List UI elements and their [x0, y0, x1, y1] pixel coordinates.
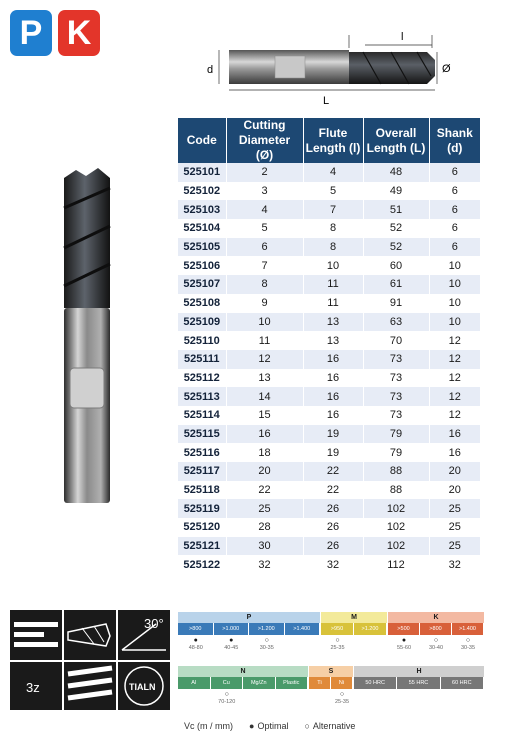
- material-group-p: P: [178, 612, 320, 623]
- material-sub-label: >800: [420, 623, 451, 635]
- legend-vc: Vc (m / mm): [184, 721, 233, 731]
- table-row: [178, 555, 480, 574]
- cell-overall-length: 79: [363, 443, 429, 462]
- cell-code: 525114: [178, 406, 226, 425]
- material-group-k: K: [388, 612, 484, 623]
- material-group-s: S: [309, 666, 353, 677]
- cell-shank: 32: [429, 555, 480, 574]
- cell-shank: 16: [429, 425, 480, 444]
- material-sub-label: >1.000: [214, 623, 249, 635]
- cell-shank: 25: [429, 499, 480, 518]
- cell-shank: 10: [429, 313, 480, 332]
- suitability-dot: ○: [339, 691, 345, 698]
- cell-overall-length: 79: [363, 425, 429, 444]
- material-sub-label: >800: [178, 623, 213, 635]
- table-header-row: [178, 118, 480, 163]
- cell-code: 525109: [178, 313, 226, 332]
- cell-code: 525104: [178, 219, 226, 238]
- overall-length-label: L: [323, 95, 330, 107]
- cell-shank: 16: [429, 443, 480, 462]
- vc-range: 70-120: [218, 699, 236, 705]
- cell-diameter: 20: [226, 462, 303, 481]
- brand-logo: [10, 10, 100, 56]
- cell-flute-length: 32: [303, 555, 363, 574]
- cell-flute-length: 8: [303, 219, 363, 238]
- cell-diameter: 4: [226, 200, 303, 219]
- flute-length-label: l: [401, 31, 404, 43]
- cell-diameter: 25: [226, 499, 303, 518]
- cell-shank: 6: [429, 200, 480, 219]
- table-row: [178, 369, 480, 388]
- table-row: [178, 350, 480, 369]
- legend-alternative: ○ Alternative: [304, 721, 356, 731]
- material-sub-label: >950: [321, 623, 353, 635]
- vc-range: 55-60: [396, 645, 412, 651]
- cell-flute-length: 13: [303, 313, 363, 332]
- cell-diameter: 12: [226, 350, 303, 369]
- cell-overall-length: 61: [363, 275, 429, 294]
- cell-overall-length: 52: [363, 238, 429, 257]
- cutting-diameter-label: Ø: [442, 63, 451, 75]
- vc-range: 30-40: [428, 645, 444, 651]
- cell-code: 525112: [178, 369, 226, 388]
- suitability-dot: ○: [433, 637, 439, 644]
- feature-icons: [10, 610, 170, 710]
- cell-code: 525119: [178, 499, 226, 518]
- cell-shank: 6: [429, 163, 480, 182]
- table-row: [178, 256, 480, 275]
- cell-code: 525120: [178, 518, 226, 537]
- cell-overall-length: 73: [363, 369, 429, 388]
- cell-flute-length: 22: [303, 481, 363, 500]
- coating-text: TIALN: [129, 682, 156, 692]
- table-row: [178, 182, 480, 201]
- material-sub-label: 55 HRC: [397, 677, 439, 689]
- cell-diameter: 22: [226, 481, 303, 500]
- flutes-text: 3z: [26, 680, 40, 695]
- cell-diameter: 7: [226, 256, 303, 275]
- vc-range: 25-35: [334, 699, 350, 705]
- end-mill-image: [58, 168, 116, 503]
- cell-shank: 12: [429, 406, 480, 425]
- cell-diameter: 11: [226, 331, 303, 350]
- cell-diameter: 15: [226, 406, 303, 425]
- cell-shank: 12: [429, 369, 480, 388]
- shank-diameter-label: d: [207, 64, 214, 76]
- suitability-dot: ●: [193, 637, 198, 644]
- table-row: [178, 219, 480, 238]
- legend-optimal: ● Optimal: [249, 721, 289, 731]
- cell-flute-length: 16: [303, 406, 363, 425]
- cell-flute-length: 4: [303, 163, 363, 182]
- cell-overall-length: 88: [363, 481, 429, 500]
- table-row: [178, 200, 480, 219]
- cell-flute-length: 26: [303, 518, 363, 537]
- material-group-m: M: [321, 612, 387, 623]
- cell-flute-length: 10: [303, 256, 363, 275]
- table-row: [178, 275, 480, 294]
- cell-flute-length: 16: [303, 369, 363, 388]
- cell-shank: 6: [429, 219, 480, 238]
- cell-flute-length: 8: [303, 238, 363, 257]
- cell-flute-length: 19: [303, 425, 363, 444]
- cell-code: 525113: [178, 387, 226, 406]
- cell-overall-length: 73: [363, 350, 429, 369]
- cell-diameter: 6: [226, 238, 303, 257]
- material-sub-label: Al: [178, 677, 210, 689]
- cell-diameter: 28: [226, 518, 303, 537]
- vc-range: 30-35: [259, 645, 274, 651]
- cell-flute-length: 19: [303, 443, 363, 462]
- cell-overall-length: 48: [363, 163, 429, 182]
- suitability-dot: ●: [401, 637, 407, 644]
- cell-diameter: 5: [226, 219, 303, 238]
- table-row: [178, 425, 480, 444]
- cell-shank: 6: [429, 182, 480, 201]
- vc-range: 40-45: [224, 645, 239, 651]
- table-row: [178, 462, 480, 481]
- cell-diameter: 8: [226, 275, 303, 294]
- cell-diameter: 30: [226, 537, 303, 556]
- suitability-dot: ○: [335, 637, 340, 644]
- cell-flute-length: 22: [303, 462, 363, 481]
- cell-code: 525110: [178, 331, 226, 350]
- cell-shank: 25: [429, 537, 480, 556]
- cell-diameter: 16: [226, 425, 303, 444]
- cell-overall-length: 60: [363, 256, 429, 275]
- header-flute-length: Flute Length (l): [303, 118, 363, 163]
- suitability-dot: ○: [224, 691, 229, 698]
- header-shank: Shank (d): [429, 118, 480, 163]
- vc-range: 25-35: [330, 645, 345, 651]
- cell-code: 525103: [178, 200, 226, 219]
- cell-shank: 20: [429, 481, 480, 500]
- cell-shank: 10: [429, 275, 480, 294]
- table-row: [178, 313, 480, 332]
- cell-shank: 20: [429, 462, 480, 481]
- cell-shank: 10: [429, 294, 480, 313]
- cell-overall-length: 91: [363, 294, 429, 313]
- material-sub-label: >500: [388, 623, 419, 635]
- cell-diameter: 32: [226, 555, 303, 574]
- cell-diameter: 3: [226, 182, 303, 201]
- material-sub-label: >1.200: [249, 623, 284, 635]
- vc-range: 30-35: [460, 645, 476, 651]
- cell-code: 525101: [178, 163, 226, 182]
- cell-diameter: 13: [226, 369, 303, 388]
- cell-overall-length: 102: [363, 499, 429, 518]
- vc-range: 48-80: [188, 645, 203, 651]
- material-sub-label: Cu: [211, 677, 243, 689]
- cell-overall-length: 63: [363, 313, 429, 332]
- material-group-h: H: [354, 666, 484, 677]
- table-row: [178, 518, 480, 537]
- material-sub-label: >1.400: [452, 623, 483, 635]
- table-row: [178, 238, 480, 257]
- cell-code: 525108: [178, 294, 226, 313]
- spec-table: [178, 118, 480, 574]
- cell-code: 525102: [178, 182, 226, 201]
- cell-overall-length: 52: [363, 219, 429, 238]
- table-row: [178, 481, 480, 500]
- cell-overall-length: 70: [363, 331, 429, 350]
- cell-diameter: 18: [226, 443, 303, 462]
- cell-shank: 12: [429, 331, 480, 350]
- table-row: [178, 387, 480, 406]
- legend: [184, 721, 355, 731]
- material-sub-label: >1.200: [354, 623, 386, 635]
- header-overall-length: Overall Length (L): [363, 118, 429, 163]
- cell-code: 525106: [178, 256, 226, 275]
- cell-overall-length: 102: [363, 537, 429, 556]
- material-group-n: N: [178, 666, 308, 677]
- material-sub-label: Ni: [331, 677, 352, 689]
- suitability-dot: ○: [465, 637, 471, 644]
- table-row: [178, 163, 480, 182]
- cell-overall-length: 73: [363, 387, 429, 406]
- cell-shank: 12: [429, 350, 480, 369]
- table-row: [178, 499, 480, 518]
- table-row: [178, 294, 480, 313]
- cell-flute-length: 7: [303, 200, 363, 219]
- material-sub-label: Plastic: [276, 677, 308, 689]
- cell-overall-length: 73: [363, 406, 429, 425]
- cell-code: 525118: [178, 481, 226, 500]
- cell-diameter: 2: [226, 163, 303, 182]
- cell-shank: 25: [429, 518, 480, 537]
- header-cutting-diameter: Cutting Diameter (Ø): [226, 118, 303, 163]
- cell-flute-length: 16: [303, 387, 363, 406]
- cell-overall-length: 112: [363, 555, 429, 574]
- cell-code: 525115: [178, 425, 226, 444]
- cell-code: 525116: [178, 443, 226, 462]
- table-row: [178, 406, 480, 425]
- cell-shank: 6: [429, 238, 480, 257]
- material-sub-label: 50 HRC: [354, 677, 396, 689]
- filled-dot-icon: ●: [249, 721, 255, 731]
- table-row: [178, 537, 480, 556]
- cell-flute-length: 16: [303, 350, 363, 369]
- table-row: [178, 443, 480, 462]
- cell-code: 525121: [178, 537, 226, 556]
- open-dot-icon: ○: [304, 721, 310, 731]
- material-sub-label: >1.400: [285, 623, 320, 635]
- logo-tile-k: K: [58, 10, 100, 56]
- cell-flute-length: 11: [303, 275, 363, 294]
- dimension-drawing: [205, 28, 467, 108]
- logo-tile-p: P: [10, 10, 52, 56]
- helix-angle-text: 30°: [144, 616, 164, 631]
- cell-shank: 10: [429, 256, 480, 275]
- cell-code: 525122: [178, 555, 226, 574]
- header-code: Code: [178, 118, 226, 163]
- cell-shank: 12: [429, 387, 480, 406]
- suitability-dot: ●: [229, 637, 234, 644]
- cell-flute-length: 11: [303, 294, 363, 313]
- cell-flute-length: 26: [303, 499, 363, 518]
- table-row: [178, 331, 480, 350]
- cell-flute-length: 5: [303, 182, 363, 201]
- cell-diameter: 9: [226, 294, 303, 313]
- cell-code: 525111: [178, 350, 226, 369]
- material-chart: [178, 612, 484, 712]
- cell-diameter: 14: [226, 387, 303, 406]
- cell-flute-length: 13: [303, 331, 363, 350]
- cell-overall-length: 51: [363, 200, 429, 219]
- cell-overall-length: 102: [363, 518, 429, 537]
- cell-overall-length: 49: [363, 182, 429, 201]
- material-sub-label: 60 HRC: [441, 677, 483, 689]
- suitability-dot: ○: [264, 637, 269, 644]
- cell-diameter: 10: [226, 313, 303, 332]
- cell-overall-length: 88: [363, 462, 429, 481]
- cell-flute-length: 26: [303, 537, 363, 556]
- material-sub-label: Mg/Zn: [243, 677, 275, 689]
- cell-code: 525117: [178, 462, 226, 481]
- material-sub-label: Ti: [309, 677, 330, 689]
- cell-code: 525105: [178, 238, 226, 257]
- cell-code: 525107: [178, 275, 226, 294]
